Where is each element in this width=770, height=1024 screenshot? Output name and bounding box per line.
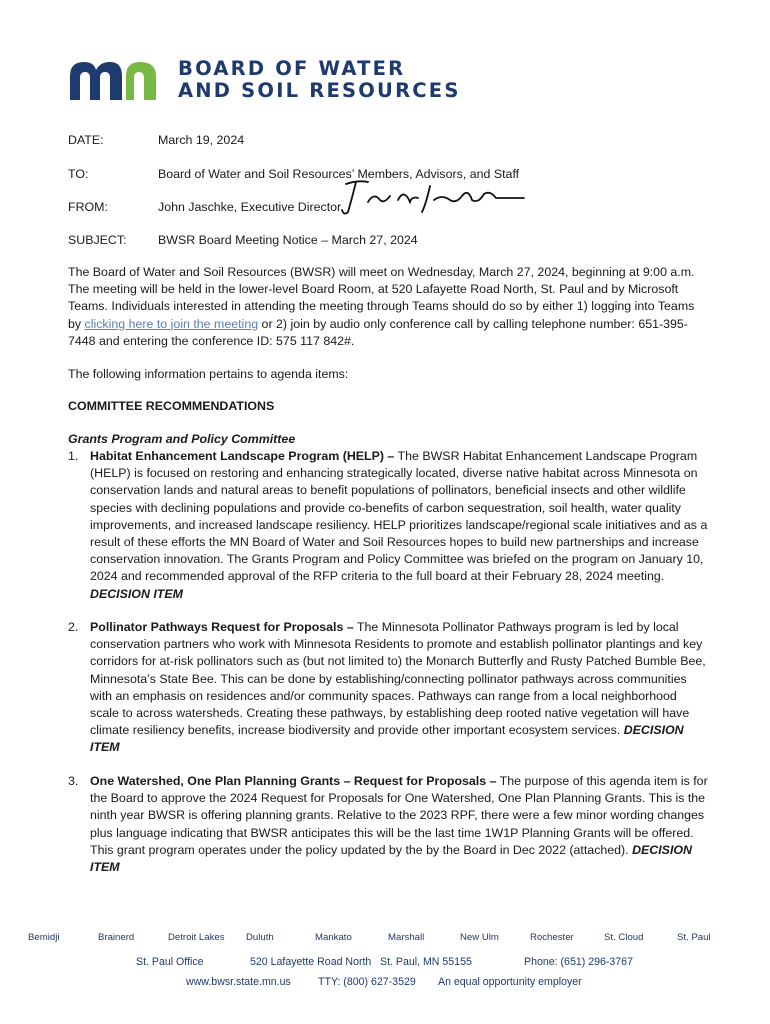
section-heading: COMMITTEE RECOMMENDATIONS — [68, 399, 275, 413]
to-label: TO: — [68, 167, 89, 181]
city: St. Cloud — [604, 932, 644, 943]
committee-subheading: Grants Program and Policy Committee — [68, 432, 296, 446]
agenda-intro: The following information pertains to agenda items: — [68, 367, 349, 381]
footer-tty: TTY: (800) 627-3529 — [318, 976, 416, 988]
bwsr-logo — [68, 56, 468, 106]
city: St. Paul — [677, 932, 711, 943]
org-name-line1: BOARD OF WATER — [178, 57, 406, 80]
item-number: 1. — [68, 449, 79, 463]
city: Rochester — [530, 932, 574, 943]
item-title: One Watershed, One Plan Planning Grants – Request for Proposals – — [90, 774, 497, 788]
item-body: The Minnesota Pollinator Pathways program is led by local conservation partners who work with Minnesota Residents to promote and establish pollinator plantings and key corridors for at-risk pollinators such as (but not limited to) the Monarch Butterfly and Rusty Patched Bumble Bee, Minnesota’s State Bee. This can be done by establishing/connecting pollinator pathways across communities with an emphasis on residences and/or community spaces. Pathways can range from a local neighborhood scale to across watersheds. Creating these pathways, by establishing deep rooted native vegetation will have climate resiliency benefits, increase biodiversity and provide other important ecosystem services. — [90, 620, 706, 738]
org-name-line2: AND SOIL RESOURCES — [178, 79, 461, 102]
footer-city-state: St. Paul, MN 55155 — [380, 956, 472, 968]
footer-phone: Phone: (651) 296-3767 — [524, 956, 633, 968]
decision-label: DECISION ITEM — [90, 723, 684, 755]
item-number: 2. — [68, 620, 79, 634]
footer-office: St. Paul Office — [136, 956, 204, 968]
footer-eeo: An equal opportunity employer — [438, 976, 582, 988]
join-meeting-link[interactable]: clicking here to join the meeting — [84, 316, 259, 331]
signature-image — [338, 178, 528, 218]
mn-logo-mark — [68, 58, 164, 102]
subject-label: SUBJECT: — [68, 233, 127, 247]
subject-value: BWSR Board Meeting Notice – March 27, 2024 — [158, 233, 418, 247]
city: Brainerd — [98, 932, 135, 943]
agenda-item-1 — [68, 448, 708, 603]
item-body: The purpose of this agenda item is for the Board to approve the 2024 Request for Proposals for One Watershed, One Plan Planning Grants. This is the ninth year BWSR is offering planning grants. Relative to the 2023 RPF, there were a few minor wording changes plus language indicating that BWSR anticipates this will be the last time 1W1P Planning Grants will be offered. This grant program operates under the policy updated by the by the Board in Dec 2022 (attached). — [90, 774, 708, 857]
intro-paragraph — [68, 264, 708, 350]
decision-label: DECISION ITEM — [90, 586, 183, 601]
from-label: FROM: — [68, 200, 108, 214]
footer-website[interactable]: www.bwsr.state.mn.us — [186, 976, 291, 988]
item-body: The BWSR Habitat Enhancement Landscape Program (HELP) is focused on restoring and enhancing strategically located, diverse native habitat across Minnesota on conservation lands and natural areas to benefit populations of pollinators, beneficial insects and other wildlife species with declining populations and provide co-benefits of carbon sequestration, soil health, water quality improvements, and increased landscape resiliency. HELP prioritizes landscape/regional scale initiatives and as a result of these efforts the MN Board of Water and Soil Resources hopes to build new partnerships and increase conservation innovation. The Grants Program and Policy Committee was briefed on the program on January 10, 2024 and recommended approval of the RFP criteria to the full board at their February 28, 2024 meeting. — [90, 449, 708, 584]
date-label: DATE: — [68, 133, 104, 147]
city: New Ulm — [460, 932, 499, 943]
item-number: 3. — [68, 774, 79, 788]
intro-text-start: The Board of Water and Soil Resources (BWSR) will meet on Wednesday, March 27, 2024, beginning at 9:00 a.m. The meeting will be held in the lower-level Board Room, at 520 Lafayette Road North, St. Paul and by Microsoft Teams. Individuals interested in attending the meeting through Teams should do so by either 1) logging into Teams by — [68, 265, 695, 331]
decision-label: DECISION ITEM — [90, 842, 692, 875]
intro-text-end: or 2) join by audio only conference call by calling telephone number: 651-395-7448 and entering the conference ID: 575 117 842#. — [68, 316, 688, 348]
item-title: Habitat Enhancement Landscape Program (HELP) – — [90, 449, 395, 463]
item-title: Pollinator Pathways Request for Proposals – — [90, 620, 354, 634]
footer-address: 520 Lafayette Road North — [250, 956, 372, 968]
to-value: Board of Water and Soil Resources’ Members, Advisors, and Staff — [158, 167, 520, 181]
city: Bemidji — [28, 932, 60, 943]
agenda-item-2 — [68, 619, 708, 757]
city: Duluth — [246, 932, 274, 943]
city: Mankato — [315, 932, 352, 943]
agenda-item-3 — [68, 773, 708, 876]
city: Detroit Lakes — [168, 932, 225, 943]
office-cities-row — [0, 932, 770, 946]
city: Marshall — [388, 932, 425, 943]
date-value: March 19, 2024 — [158, 133, 245, 147]
from-value: John Jaschke, Executive Director — [158, 200, 342, 214]
